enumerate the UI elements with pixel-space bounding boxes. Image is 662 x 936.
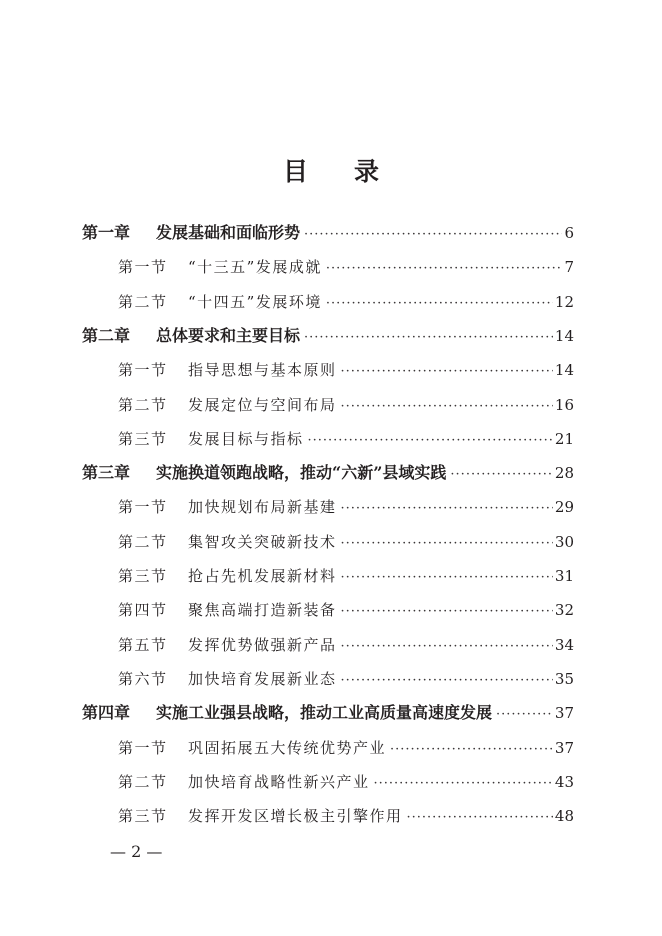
toc-entry-number: 第一节: [118, 498, 168, 517]
toc-entry-title: 巩固拓展五大传统优势产业: [188, 738, 387, 757]
toc-entry-label: [82, 458, 446, 488]
toc-entry-label: [118, 492, 337, 522]
toc-section-row[interactable]: [118, 561, 574, 591]
toc-section-row[interactable]: [118, 630, 574, 660]
toc-page-number: 28: [554, 464, 574, 483]
toc-entry-number: 第二节: [118, 772, 168, 791]
toc-entry-number: 第一节: [118, 361, 168, 380]
toc-entry-number: 第三节: [118, 567, 168, 585]
toc-entry-number: 第三章: [82, 463, 131, 483]
toc-entry-number: 第一节: [118, 258, 168, 277]
toc-page-number: 37: [554, 738, 574, 757]
toc-entry-label: [118, 355, 337, 385]
toc-entry-title: “十四五”发展环境: [188, 292, 322, 311]
toc-entry-label: [118, 527, 337, 557]
toc-leader-dots: [496, 700, 553, 730]
toc-entry-label: [118, 630, 337, 660]
toc-section-row[interactable]: [118, 527, 574, 557]
toc-chapter-row[interactable]: [82, 321, 574, 351]
toc-page-number: 35: [554, 669, 574, 688]
toc-entry-title: 加快培育发展新业态: [188, 669, 337, 688]
toc-leader-dots: [450, 460, 552, 490]
title-left-char: 目: [282, 157, 308, 186]
toc-entry-number: 第三节: [118, 807, 168, 826]
toc-leader-dots: [341, 494, 553, 524]
toc-entry-title: 加快培育战略性新兴产业: [188, 772, 370, 791]
toc-entry-number: 第六节: [118, 669, 168, 688]
toc-entry-title: 实施换道领跑战略，推动“六新”县域实践: [156, 463, 447, 483]
toc-page-number: 30: [554, 532, 574, 551]
toc-page-number: 21: [554, 429, 574, 448]
toc-entry-label: [118, 424, 304, 454]
toc-entry-number: 第二节: [118, 292, 168, 311]
toc-section-row[interactable]: [118, 287, 574, 317]
toc-entry-number: 第五节: [118, 635, 168, 654]
toc-page-number: 14: [554, 361, 574, 380]
toc-entry-label: [118, 390, 337, 420]
toc-entry-number: 第二节: [118, 532, 168, 551]
toc-entry-title: 集智攻关突破新技术: [188, 532, 337, 551]
toc-entry-label: [82, 698, 492, 728]
toc-leader-dots: [390, 735, 553, 765]
toc-section-row[interactable]: [118, 595, 574, 625]
toc-entry-number: 第二节: [118, 395, 168, 414]
toc-leader-dots: [341, 597, 553, 627]
toc-entry-title: 聚焦高端打造新装备: [188, 601, 337, 620]
toc-leader-dots: [341, 666, 553, 696]
toc-leader-dots: [304, 220, 562, 250]
toc-entry-title: 发挥优势做强新产品: [188, 635, 337, 654]
toc-entry-number: 第二章: [82, 325, 131, 345]
toc-leader-dots: [341, 563, 553, 593]
toc-leader-dots: [341, 392, 553, 422]
toc-entry-label: [118, 595, 337, 625]
toc-section-row[interactable]: [118, 733, 574, 763]
toc-entry-title: 抢占先机发展新材料: [188, 567, 337, 585]
toc-entry-label: [118, 801, 403, 831]
toc-entry-title: 发展基础和面临形势: [156, 223, 301, 242]
toc-section-row[interactable]: [118, 767, 574, 797]
toc-leader-dots: [341, 357, 553, 387]
toc-entry-number: 第一章: [82, 223, 131, 242]
toc-page-number: 32: [554, 601, 574, 620]
toc-chapter-row[interactable]: [82, 458, 574, 488]
toc-section-row[interactable]: [118, 390, 574, 420]
toc-section-row[interactable]: [118, 492, 574, 522]
toc-entry-label: [118, 767, 370, 797]
toc-entry-title: 发挥开发区增长极主引擎作用: [188, 807, 403, 826]
toc-entry-title: 实施工业强县战略，推动工业高质量高速度发展: [156, 703, 493, 723]
toc-leader-dots: [341, 529, 553, 559]
toc-entry-number: 第三节: [118, 429, 168, 448]
toc-entry-label: [82, 218, 300, 248]
page-title: [0, 152, 662, 188]
toc-entry-label: [118, 561, 337, 591]
toc-entry-label: [118, 287, 322, 317]
toc-entry-number: 第四节: [118, 601, 168, 620]
toc-page-number: 12: [554, 292, 574, 311]
toc-page-number: 43: [554, 772, 574, 791]
toc-section-row[interactable]: [118, 664, 574, 694]
toc-section-row[interactable]: [118, 355, 574, 385]
toc-page-number: 16: [554, 395, 574, 414]
toc-entry-title: 指导思想与基本原则: [188, 361, 337, 380]
toc-page-number: 34: [554, 635, 574, 654]
toc-entry-title: 发展目标与指标: [188, 429, 304, 448]
toc-entry-title: 加快规划布局新基建: [188, 498, 337, 517]
toc-section-row[interactable]: [118, 424, 574, 454]
toc-section-row[interactable]: [118, 801, 574, 831]
page-number-footer: — 2 —: [110, 842, 163, 861]
toc-leader-dots: [407, 803, 553, 833]
toc-leader-dots: [308, 426, 553, 456]
toc-entry-label: [82, 321, 300, 351]
toc-page-number: 29: [554, 498, 574, 517]
toc-entry-number: 第四章: [82, 703, 131, 723]
title-right-char: 录: [354, 157, 380, 186]
toc-entry-label: [118, 733, 386, 763]
toc-leader-dots: [326, 289, 553, 319]
toc-leader-dots: [326, 254, 563, 284]
toc-entry-label: [118, 664, 337, 694]
toc-entry-title: “十三五”发展成就: [188, 258, 322, 277]
toc-leader-dots: [304, 323, 553, 353]
toc-page-number: 37: [554, 704, 574, 723]
toc-section-row[interactable]: [118, 252, 574, 282]
toc-page-number: 6: [564, 224, 574, 242]
toc-entry-number: 第一节: [118, 738, 168, 757]
toc-page-number: 7: [564, 258, 574, 277]
toc-entry-title: 发展定位与空间布局: [188, 395, 337, 414]
toc-leader-dots: [374, 769, 553, 799]
toc-page-number: 31: [554, 567, 574, 585]
toc-entry-label: [118, 252, 322, 282]
toc-page-number: 48: [554, 807, 574, 826]
toc-page-number: 14: [554, 326, 574, 345]
toc-entry-title: 总体要求和主要目标: [156, 325, 301, 345]
toc-chapter-row[interactable]: [82, 698, 574, 728]
toc-chapter-row[interactable]: [82, 218, 574, 248]
toc-leader-dots: [341, 632, 553, 662]
